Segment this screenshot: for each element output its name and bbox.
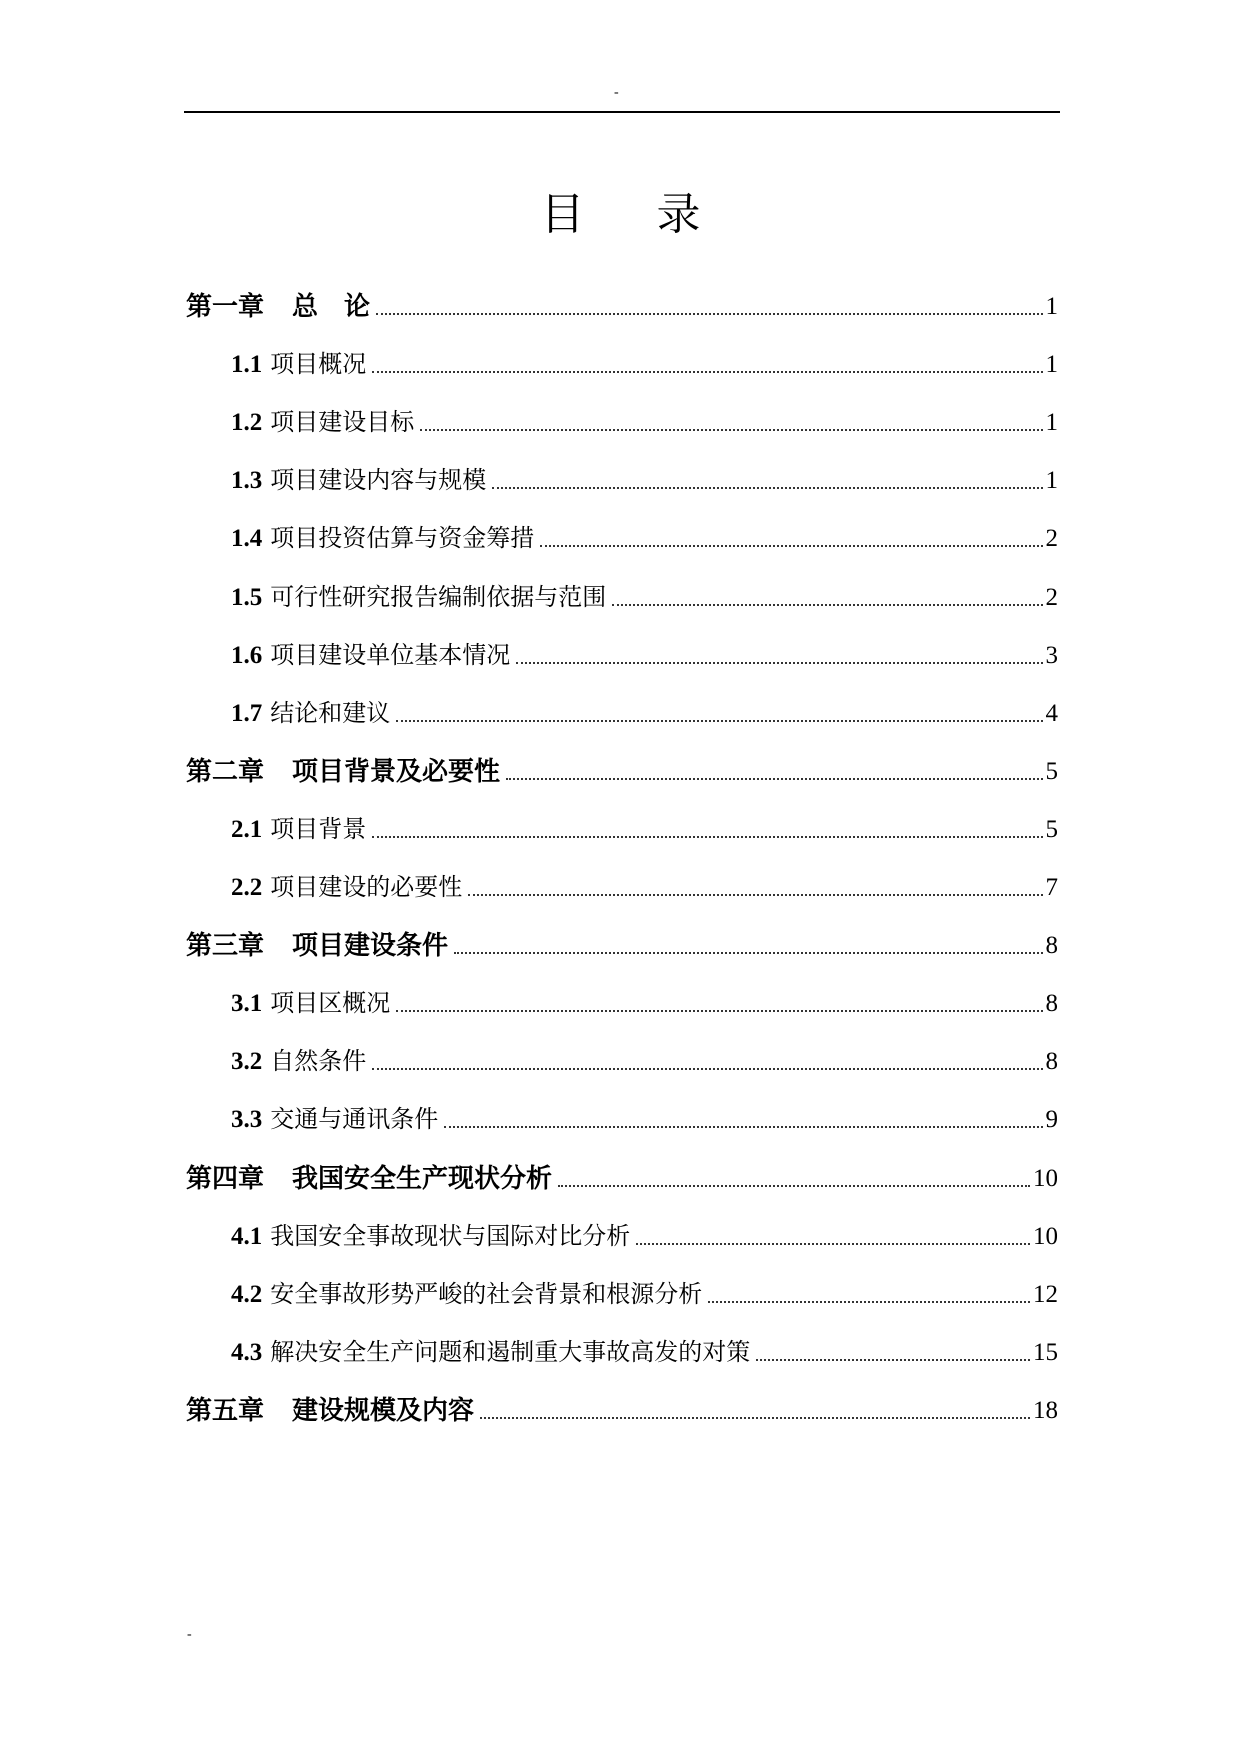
toc-dot-leader [492, 486, 1042, 489]
toc-section-entry[interactable] [231, 865, 1058, 905]
toc-section-entry[interactable] [231, 981, 1058, 1021]
toc-entry-number: 3.1 [231, 990, 263, 1017]
toc-page-number: 18 [1033, 1397, 1058, 1424]
toc-page-number: 10 [1033, 1223, 1058, 1250]
toc-section-entry[interactable] [231, 516, 1058, 556]
toc-dot-leader [372, 370, 1042, 373]
toc-chapter-entry[interactable] [186, 923, 1058, 963]
toc-entry-number: 1.6 [231, 642, 263, 669]
toc-entry-title: 项目概况 [270, 350, 367, 378]
toc-entry-label [231, 1044, 366, 1079]
toc-dot-leader [372, 1067, 1042, 1070]
toc-entry-label [231, 1277, 702, 1312]
toc-section-entry[interactable] [231, 691, 1058, 731]
toc-dot-leader [636, 1242, 1030, 1245]
toc-entry-title: 项目建设单位基本情况 [270, 641, 511, 669]
toc-entry-number: 4.3 [231, 1339, 263, 1366]
toc-entry-title: 解决安全生产问题和遏制重大事故高发的对策 [270, 1338, 751, 1366]
toc-entry-title: 我国安全事故现状与国际对比分析 [270, 1222, 631, 1250]
toc-entry-label [231, 1335, 750, 1370]
toc-entry-title: 总 论 [292, 292, 371, 322]
toc-dot-leader [612, 603, 1042, 606]
toc-dot-leader [444, 1125, 1042, 1128]
toc-entry-number: 第二章 [186, 757, 265, 787]
toc-entry-title: 项目背景 [270, 815, 367, 843]
toc-entry-number: 1.2 [231, 409, 263, 436]
toc-entry-number: 4.2 [231, 1281, 263, 1308]
toc-entry-number: 3.3 [231, 1106, 263, 1133]
toc-section-entry[interactable] [231, 342, 1058, 382]
toc-dot-leader [506, 777, 1042, 780]
toc-page-number: 1 [1045, 409, 1058, 436]
toc-entry-label [231, 405, 414, 440]
toc-dot-leader [454, 951, 1042, 954]
toc-entry-label [186, 1162, 552, 1196]
toc-dot-leader [372, 835, 1042, 838]
toc-entry-label [231, 638, 510, 673]
toc-page-number: 8 [1045, 932, 1058, 959]
toc-entry-title: 项目建设内容与规模 [270, 466, 487, 494]
toc-dot-leader [376, 312, 1042, 315]
toc-dot-leader [540, 544, 1042, 547]
toc-page-number: 15 [1033, 1339, 1058, 1366]
toc-page-number: 9 [1045, 1106, 1058, 1133]
toc-entry-label [231, 1219, 630, 1254]
toc-section-entry[interactable] [231, 575, 1058, 615]
toc-entry-label [231, 580, 606, 615]
toc-entry-label [231, 463, 486, 498]
toc-entry-label [186, 929, 448, 963]
toc-page-number: 5 [1045, 816, 1058, 843]
header-mark: - [614, 85, 619, 100]
toc-chapter-entry[interactable] [186, 1156, 1058, 1196]
header-rule [184, 111, 1060, 113]
toc-entry-title: 项目投资估算与资金筹措 [270, 524, 535, 552]
toc-entry-label [231, 696, 390, 731]
toc-section-entry[interactable] [231, 633, 1058, 673]
toc-section-entry[interactable] [231, 1039, 1058, 1079]
toc-chapter-entry[interactable] [186, 284, 1058, 324]
toc-entry-number: 第一章 [186, 292, 265, 322]
toc-page-number: 5 [1045, 758, 1058, 785]
toc-entry-number: 3.2 [231, 1048, 263, 1075]
toc-entry-title: 结论和建议 [270, 699, 391, 727]
toc-entry-title: 项目背景及必要性 [292, 757, 501, 787]
toc-page-number: 7 [1045, 874, 1058, 901]
toc-chapter-entry[interactable] [186, 1388, 1058, 1428]
toc-dot-leader [396, 1009, 1042, 1012]
toc-page-number: 1 [1045, 467, 1058, 494]
toc-section-entry[interactable] [231, 1214, 1058, 1254]
toc-entry-title: 建设规模及内容 [292, 1396, 475, 1426]
footer-mark: - [187, 1627, 192, 1642]
toc-entry-title: 可行性研究报告编制依据与范围 [270, 583, 607, 611]
toc-entry-title: 安全事故形势严峻的社会背景和根源分析 [270, 1280, 703, 1308]
toc-dot-leader [756, 1358, 1030, 1361]
toc-page-number: 1 [1045, 351, 1058, 378]
toc-entry-number: 1.4 [231, 525, 263, 552]
toc-entry-number: 1.1 [231, 351, 263, 378]
toc-page-number: 8 [1045, 990, 1058, 1017]
toc-page-number: 8 [1045, 1048, 1058, 1075]
toc-entry-label [231, 347, 366, 382]
toc-entry-label [231, 870, 462, 905]
toc-entry-label [231, 1102, 438, 1137]
toc-section-entry[interactable] [231, 1097, 1058, 1137]
toc-dot-leader [708, 1300, 1030, 1303]
toc-entry-number: 第三章 [186, 931, 265, 961]
toc-entry-title: 项目建设的必要性 [270, 873, 463, 901]
toc-section-entry[interactable] [231, 400, 1058, 440]
toc-entry-title: 自然条件 [270, 1047, 367, 1075]
toc-entry-number: 4.1 [231, 1223, 263, 1250]
toc-dot-leader [558, 1184, 1030, 1187]
toc-entry-number: 1.3 [231, 467, 263, 494]
toc-page-number: 3 [1045, 642, 1058, 669]
toc-entry-label [231, 986, 390, 1021]
toc-page-number: 2 [1045, 525, 1058, 552]
toc-chapter-entry[interactable] [186, 749, 1058, 789]
toc-dot-leader [516, 661, 1042, 664]
toc-page-number: 2 [1045, 584, 1058, 611]
toc-entry-label [231, 521, 534, 556]
toc-entry-title: 我国安全生产现状分析 [292, 1164, 553, 1194]
toc-entry-title: 项目建设条件 [292, 931, 449, 961]
toc-entry-number: 2.2 [231, 874, 263, 901]
toc-entry-number: 2.1 [231, 816, 263, 843]
toc-dot-leader [480, 1416, 1030, 1419]
toc-dot-leader [420, 428, 1042, 431]
toc-page-number: 10 [1033, 1165, 1058, 1192]
toc-entry-label [186, 755, 500, 789]
toc-entry-title: 项目区概况 [270, 989, 391, 1017]
toc-entry-number: 第五章 [186, 1396, 265, 1426]
toc-section-entry[interactable] [231, 807, 1058, 847]
toc-section-entry[interactable] [231, 1272, 1058, 1312]
toc-entry-title: 项目建设目标 [270, 408, 415, 436]
toc-page-number: 4 [1045, 700, 1058, 727]
toc-page-number: 1 [1045, 293, 1058, 320]
toc-page-number: 12 [1033, 1281, 1058, 1308]
toc-entry-number: 第四章 [186, 1164, 265, 1194]
toc-entry-title: 交通与通讯条件 [270, 1105, 439, 1133]
toc-entry-number: 1.7 [231, 700, 263, 727]
page-title: 目录 [540, 189, 773, 241]
toc-section-entry[interactable] [231, 1330, 1058, 1370]
toc-section-entry[interactable] [231, 458, 1058, 498]
toc-entry-number: 1.5 [231, 584, 263, 611]
toc-entry-label [186, 290, 370, 324]
toc-entry-label [186, 1394, 474, 1428]
toc-dot-leader [468, 893, 1042, 896]
toc-dot-leader [396, 719, 1042, 722]
toc-entry-label [231, 812, 366, 847]
